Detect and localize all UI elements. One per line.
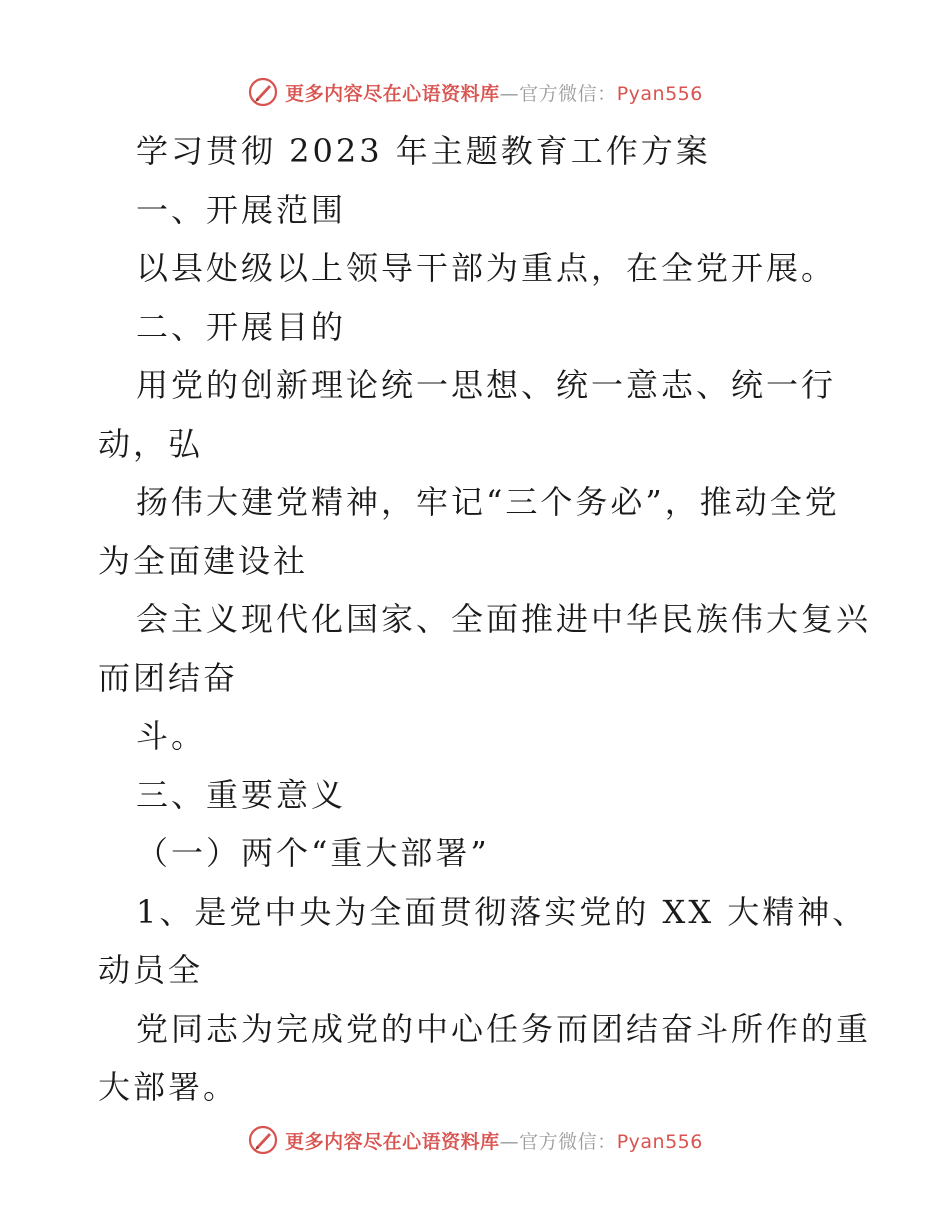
watermark-text: 更多内容尽在心语资料库—官方微信：Pyan556: [285, 1130, 703, 1153]
text-line: 1、是党中央为全面贯彻落实党的 XX 大精神、: [136, 892, 868, 931]
text-line: 二、开展目的: [136, 307, 347, 346]
text-line: 动，弘: [98, 424, 204, 463]
text-line: 会主义现代化国家、全面推进中华民族伟大复兴: [136, 600, 872, 638]
footer-watermark: [0, 1120, 950, 1160]
text-line: 党同志为完成党的中心任务而团结奋斗所作的重: [136, 1009, 872, 1048]
quill-logo-icon: [247, 1124, 279, 1156]
text-line: 用党的创新理论统一思想、统一意志、统一行: [136, 366, 837, 404]
text-line: 扬伟大建党精神，牢记“三个务必”，推动全党: [136, 483, 840, 521]
text-line: （一）两个“重大部署”: [136, 834, 490, 872]
text-line: 一、开展范围: [136, 190, 347, 229]
text-line: 大部署。: [98, 1068, 239, 1106]
text-line: 学习贯彻 2023 年主题教育工作方案: [136, 132, 711, 170]
text-line: 三、重要意义: [136, 775, 347, 814]
header-watermark: [0, 72, 950, 112]
document-body: [98, 122, 872, 1117]
text-line: 动员全: [98, 951, 204, 989]
quill-logo-icon: [247, 76, 279, 108]
text-line: 以县处级以上领导干部为重点，在全党开展。: [136, 249, 837, 287]
text-line: 而团结奋: [98, 658, 239, 697]
text-line: 斗。: [136, 717, 207, 755]
text-line: 为全面建设社: [98, 541, 309, 580]
watermark-text: 更多内容尽在心语资料库—官方微信：Pyan556: [285, 82, 703, 105]
